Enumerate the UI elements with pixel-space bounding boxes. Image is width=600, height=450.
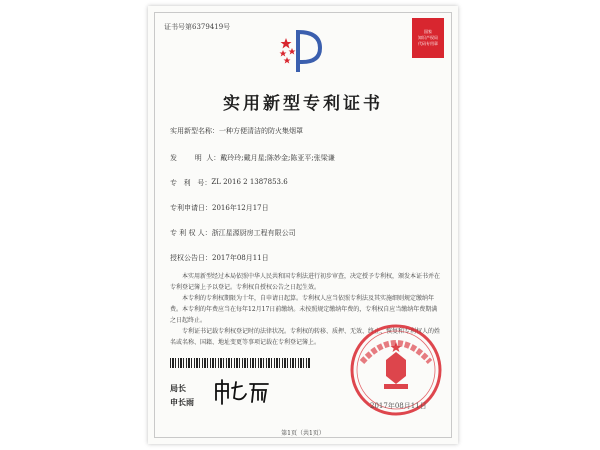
field-label: 专利申请日：: [170, 204, 212, 212]
field-patent-number: [170, 178, 440, 203]
page-number: 第1页（共1页）: [281, 430, 325, 437]
corner-seal-line: 代码专用章: [418, 41, 438, 46]
certificate-fields: [170, 126, 440, 278]
corner-seal-line: 国家: [424, 29, 432, 34]
field-label: 专 利 权 人：: [170, 229, 212, 237]
body-paragraph: 专利证书记载专利权登记时的法律状况。专利权的转移、质押、无效、终止、恢复和专利权人的姓名或名称、国籍、地址变更等事项记载在专利登记簿上。: [170, 328, 441, 346]
field-label: 发 明 人：: [170, 154, 221, 162]
document-title: 实用新型专利证书: [223, 94, 383, 114]
director-title: 局长: [170, 383, 186, 393]
body-paragraph: 本实用新型经过本局依照中华人民共和国专利法进行初步审查，决定授予专利权，颁发本证书并在专利登记簿上予以登记。专利权自授权公告之日起生效。: [170, 273, 441, 291]
body-paragraph: 本专利的专利权期限为十年，自申请日起算。专利权人应当依照专利法及其实施细则规定缴纳年费。本专利的年费应当在每年12月17日前缴纳。未按照规定缴纳年费的，专利权自应当缴纳年费期满之日起终止。: [170, 295, 438, 324]
field-value: 戴玲玲;戴月星;陈妙金;陈亚平;张梁谦: [220, 154, 335, 162]
barcode: [170, 358, 310, 368]
field-application-date: [170, 203, 440, 228]
field-value: 2016年12月17日: [212, 204, 269, 212]
field-value: 浙江星源厨房工程有限公司: [211, 229, 296, 237]
field-name: [170, 126, 440, 153]
field-label: 实用新型名称：: [170, 127, 219, 135]
field-value: 2017年08月11日: [212, 254, 269, 262]
patent-office-emblem-icon: [276, 26, 328, 76]
field-label: 专 利 号：: [170, 179, 212, 187]
corner-seal-line: 知识产权局: [418, 35, 438, 40]
field-value: 一种方便清洁的防火集烟罩: [219, 127, 303, 135]
field-inventors: [170, 153, 440, 178]
seal-date: 2017年08月11日: [370, 402, 427, 410]
director-name: 申长雨: [170, 397, 194, 407]
field-label: 授权公告日：: [170, 254, 212, 262]
field-patentee: [170, 228, 440, 253]
handwritten-signature: [212, 376, 272, 406]
certificate-number: 证书号第6379419号: [164, 23, 231, 31]
corner-seal: [412, 18, 444, 58]
field-value: ZL 2016 2 1387853.6: [211, 178, 288, 186]
certificate-page: [148, 6, 458, 444]
